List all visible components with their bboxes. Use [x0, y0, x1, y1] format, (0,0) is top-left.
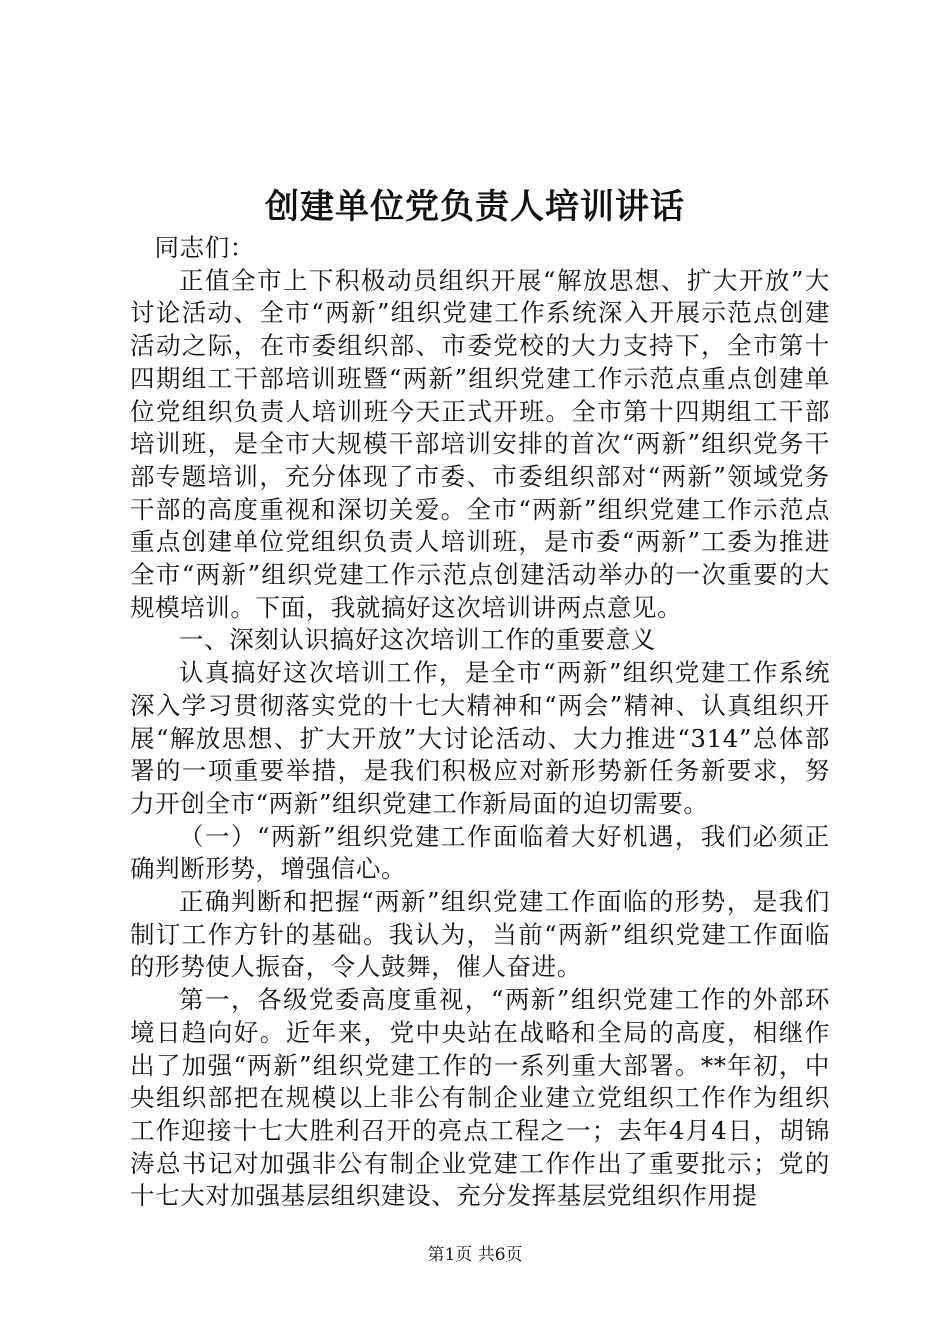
paragraph: 认真搞好这次培训工作，是全市“两新”组织党建工作系统深入学习贯彻落实党的十七大精神和“两会”精神、认真组织开展“解放思想、扩大开放”大讨论活动、大力推进“314”总体部署的一项重要举措，是我们积极应对新形势新任务新要求，努力开创全市“两新”组织党建工作新局面的迫切需要。 [130, 658, 830, 818]
paragraph: 正值全市上下积极动员组织开展“解放思想、扩大开放”大讨论活动、全市“两新”组织党建工作系统深入开展示范点创建活动之际，在市委组织部、市委党校的大力支持下，全市第十四期组工干部培训班暨“两新”组织党建工作示范点重点创建单位党组织负责人培训班今天正式开班。全市第十四期组工干部培训班，是全市大规模干部培训安排的首次“两新”组织党务干部专题培训，充分体现了市委、市委组织部对“两新”领域党务干部的高度重视和深切关爱。全市“两新”组织党建工作示范点重点创建单位党组织负责人培训班，是市委“两新”工委为推进全市“两新”组织党建工作示范点创建活动举办的一次重要的大规模培训。下面，我就搞好这次培训讲两点意见。 [130, 265, 830, 622]
section-heading: 一、深刻认识搞好这次培训工作的重要意义 [179, 625, 656, 655]
document-body [130, 232, 830, 1213]
subsection-heading: （一）“两新”组织党建工作面临着大好机遇，我们必须正确判断形势，增强信心。 [130, 821, 830, 884]
paragraph: 第一，各级党委高度重视，“两新”组织党建工作的外部环境日趋向好。近年来，党中央站在战略和全局的高度，相继作出了加强“两新”组织党建工作的一系列重大部署。**年初，中央组织部把在规模以上非公有制企业建立党组织工作作为组织工作迎接十七大胜利召开的亮点工程之一；去年4月4日，胡锦涛总书记对加强非公有制企业党建工作作出了重要批示；党的十七大对加强基层组织建设、充分发挥基层党组织作用提 [130, 985, 830, 1211]
document-title: 创建单位党负责人培训讲话 [265, 187, 685, 227]
page-footer: 第1页 共6页 [427, 1245, 523, 1265]
salutation: 同志们： [154, 233, 255, 262]
paragraph: 正确判断和把握“两新”组织党建工作面临的形势，是我们制订工作方针的基础。我认为，当前“两新”组织党建工作面临的形势使人振奋，令人鼓舞，催人奋进。 [130, 887, 830, 982]
